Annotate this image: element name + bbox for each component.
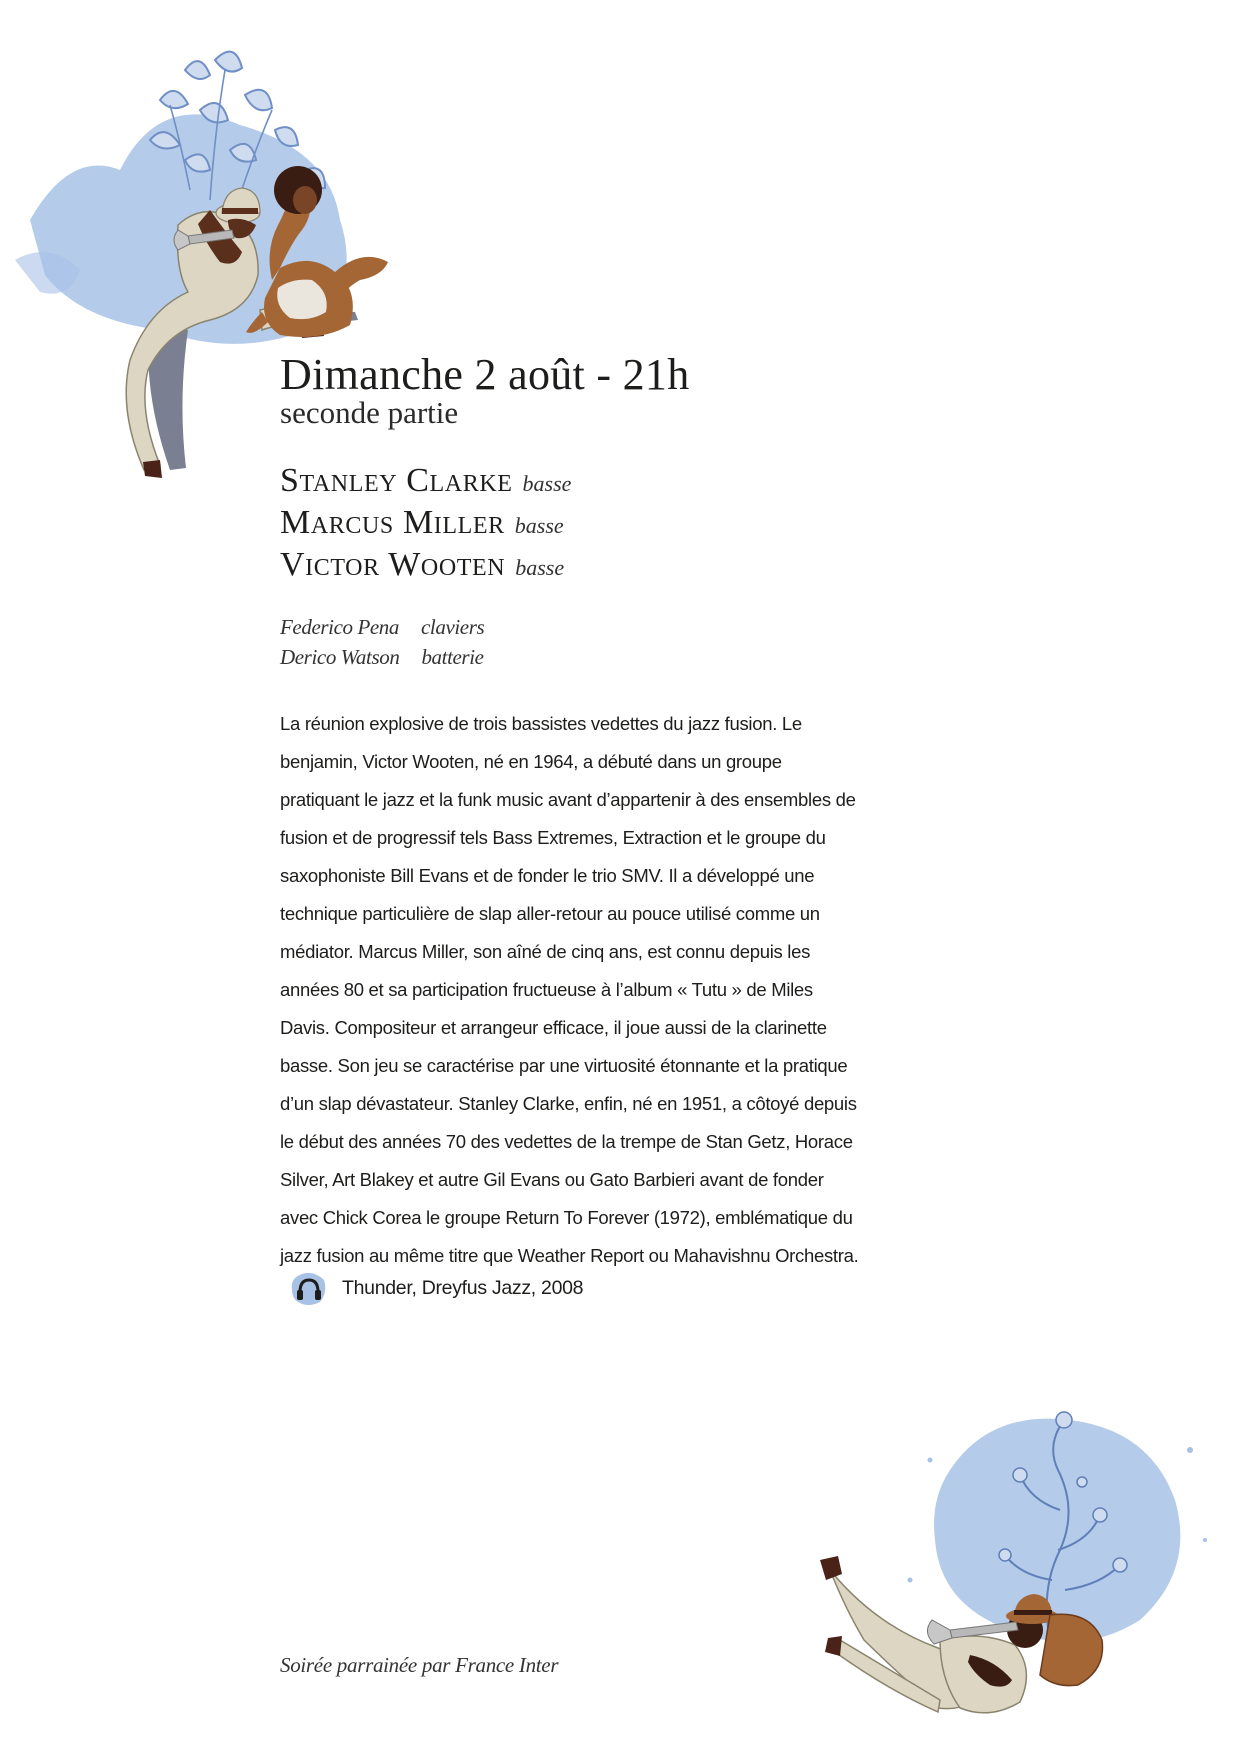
discography-reference [288,1268,583,1308]
headliner-list [280,462,571,588]
headliner-item [280,462,571,504]
event-subtitle: seconde partie [280,395,459,430]
headliner-instrument: basse [514,513,564,538]
sideman-name: Derico Watson [280,645,400,669]
event-header [280,352,690,428]
sideman-instrument: batterie [421,645,484,669]
headphones-icon [288,1268,328,1308]
artist-description: La réunion explosive de trois bassistes vedettes du jazz fusion. Le benjamin, Victor Wooten, né en 1964, a débuté dans un groupe pratiquant le jazz et la funk music avant d’appartenir à des ensembles de fusion et de progressif tels Bass Extremes, Extraction et le groupe du saxophoniste Bill Evans et de fonder le trio SMV. Il a développé une technique particulière de slap aller-retour au pouce utilisé comme un médiator. Marcus Miller, son aîné de cinq ans, est connu depuis les années 80 et sa participation fructueuse à l’album « Tutu » de Miles Davis. Compositeur et arrangeur efficace, il joue aussi de la clarinette basse. Son jeu se caractérise par une virtuosité étonnante et la pratique d’un slap dévastateur. Stanley Clarke, enfin, né en 1951, a côtoyé depuis le début des années 70 des vedettes de la trempe de Stan Getz, Horace Silver, Art Blakey et autre Gil Evans ou Gato Barbieri avant de fonder avec Chick Corea le groupe Return To Forever (1972), emblématique du jazz fusion au même titre que Weather Report ou Mahavishnu Orchestra. [280,713,859,1266]
event-date-title: Dimanche 2 août - 21h [280,350,690,399]
headliner-instrument: basse [515,555,565,580]
discography-text: Thunder, Dreyfus Jazz, 2008 [342,1276,584,1299]
sponsor-note: Soirée parrainée par France Inter [280,1653,559,1677]
sideman-instrument: claviers [421,615,485,639]
headliner-item [280,504,571,546]
headliner-name: Victor Wooten [280,546,506,583]
headliner-name: Stanley Clarke [280,462,513,499]
headliner-name: Marcus Miller [280,504,505,541]
reclining-trumpeter-illustration [820,1390,1220,1750]
headliner-item [280,546,571,588]
headliner-instrument: basse [522,471,572,496]
sideman-name: Federico Pena [280,615,399,639]
sideman-item [280,615,484,645]
sidemen-list [280,615,484,675]
sideman-item [280,645,484,675]
